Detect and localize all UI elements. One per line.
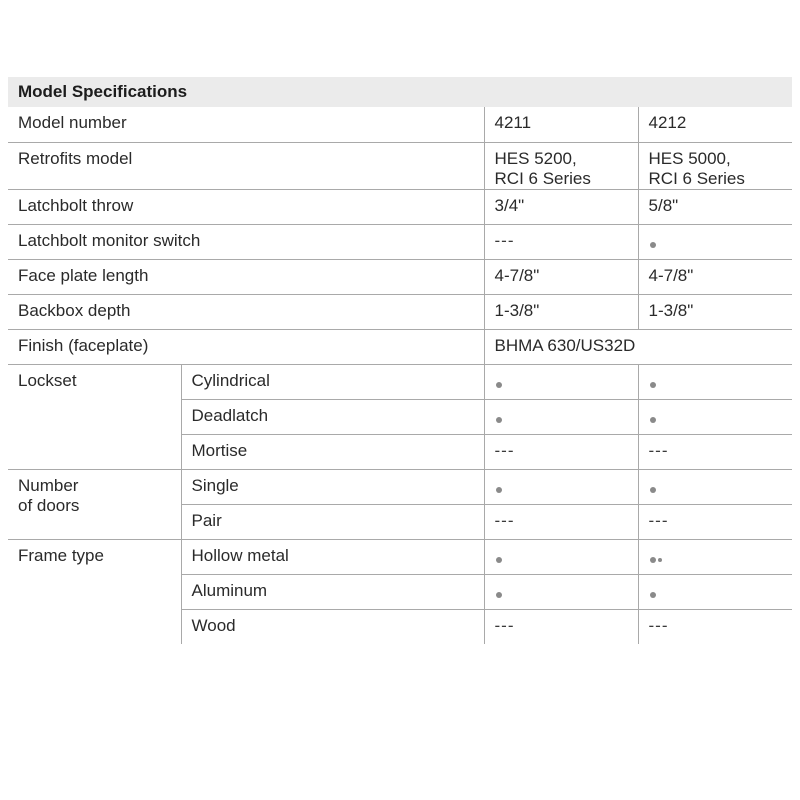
bullet-icon bbox=[650, 592, 656, 598]
label-frame-type: Frame type bbox=[18, 545, 104, 565]
label-latchbolt-throw: Latchbolt throw bbox=[8, 189, 484, 224]
retrofits-4212-line2: RCI 6 Series bbox=[648, 168, 745, 188]
bullet-icon bbox=[650, 557, 656, 563]
value-4212-single bbox=[638, 469, 792, 504]
sublabel-deadlatch: Deadlatch bbox=[181, 399, 484, 434]
value-4211-backbox: 1-3/8" bbox=[484, 294, 638, 329]
row-face-plate bbox=[8, 259, 792, 294]
retrofits-4212-line1: HES 5000, bbox=[648, 148, 731, 168]
sublabel-aluminum: Aluminum bbox=[181, 574, 484, 609]
row-monitor-switch bbox=[8, 224, 792, 259]
bullet-icon bbox=[650, 487, 656, 493]
label-model-number: Model number bbox=[8, 107, 484, 142]
bullet-icon bbox=[650, 417, 656, 423]
value-4211-pair: --- bbox=[484, 504, 638, 539]
sublabel-mortise: Mortise bbox=[181, 434, 484, 469]
row-model-number bbox=[8, 107, 792, 142]
sublabel-single: Single bbox=[181, 469, 484, 504]
value-4212-mortise: --- bbox=[638, 434, 792, 469]
bullet-icon bbox=[496, 557, 502, 563]
value-4212-wood: --- bbox=[638, 609, 792, 644]
value-4212-retrofits bbox=[638, 142, 792, 189]
value-4211-wood: --- bbox=[484, 609, 638, 644]
sublabel-cylindrical: Cylindrical bbox=[181, 364, 484, 399]
label-retrofits: Retrofits model bbox=[8, 142, 484, 189]
row-retrofits bbox=[8, 142, 792, 189]
doors-label-line1: Number bbox=[18, 475, 79, 495]
value-4212-monitor-switch bbox=[638, 224, 792, 259]
row-frame-hollow-metal bbox=[8, 539, 792, 574]
retrofits-4211-line2: RCI 6 Series bbox=[494, 168, 591, 188]
bullet-icon bbox=[650, 242, 656, 248]
value-4211-cylindrical bbox=[484, 364, 638, 399]
bullet-icon bbox=[496, 487, 502, 493]
label-monitor-switch: Latchbolt monitor switch bbox=[8, 224, 484, 259]
value-4211-face-plate: 4-7/8" bbox=[484, 259, 638, 294]
sublabel-pair: Pair bbox=[181, 504, 484, 539]
bullet-icon bbox=[496, 592, 502, 598]
value-4212-deadlatch bbox=[638, 399, 792, 434]
value-4211-single bbox=[484, 469, 638, 504]
value-4211-model-number: 4211 bbox=[484, 107, 638, 142]
row-lockset-cylindrical bbox=[8, 364, 792, 399]
value-4212-hollow-metal bbox=[638, 539, 792, 574]
retrofits-4211-line1: HES 5200, bbox=[494, 148, 577, 168]
bullet-icon bbox=[650, 382, 656, 388]
label-backbox: Backbox depth bbox=[8, 294, 484, 329]
value-4211-aluminum bbox=[484, 574, 638, 609]
label-lockset: Lockset bbox=[8, 364, 181, 469]
row-backbox bbox=[8, 294, 792, 329]
bullet-icon bbox=[496, 382, 502, 388]
value-4212-aluminum bbox=[638, 574, 792, 609]
value-4211-retrofits bbox=[484, 142, 638, 189]
row-doors-single bbox=[8, 469, 792, 504]
small-bullet-icon bbox=[658, 558, 662, 562]
bullet-icon bbox=[496, 417, 502, 423]
label-number-of-doors bbox=[8, 469, 181, 539]
spec-header: Model Specifications bbox=[8, 77, 792, 107]
row-finish bbox=[8, 329, 792, 364]
label-face-plate: Face plate length bbox=[8, 259, 484, 294]
value-4211-monitor-switch: --- bbox=[484, 224, 638, 259]
value-4211-deadlatch bbox=[484, 399, 638, 434]
spec-table bbox=[8, 77, 792, 644]
value-4212-pair: --- bbox=[638, 504, 792, 539]
value-4211-latchbolt-throw: 3/4" bbox=[484, 189, 638, 224]
row-latchbolt-throw bbox=[8, 189, 792, 224]
value-4212-backbox: 1-3/8" bbox=[638, 294, 792, 329]
label-finish: Finish (faceplate) bbox=[8, 329, 484, 364]
value-4212-face-plate: 4-7/8" bbox=[638, 259, 792, 294]
value-4212-cylindrical bbox=[638, 364, 792, 399]
value-4211-hollow-metal bbox=[484, 539, 638, 574]
value-4212-model-number: 4212 bbox=[638, 107, 792, 142]
sublabel-wood: Wood bbox=[181, 609, 484, 644]
spec-grid bbox=[8, 107, 792, 644]
doors-label-line2: of doors bbox=[18, 495, 80, 515]
sublabel-hollow-metal: Hollow metal bbox=[181, 539, 484, 574]
value-4211-mortise: --- bbox=[484, 434, 638, 469]
value-finish: BHMA 630/US32D bbox=[484, 329, 792, 364]
value-4212-latchbolt-throw: 5/8" bbox=[638, 189, 792, 224]
